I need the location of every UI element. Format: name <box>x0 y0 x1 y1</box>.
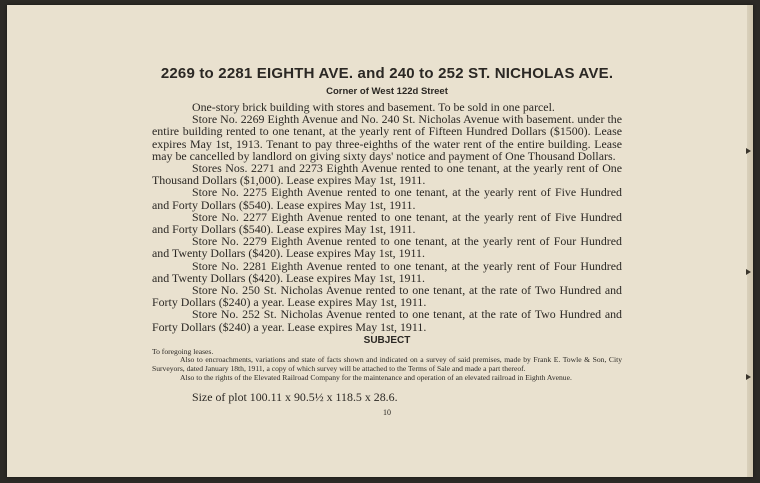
binding-mark <box>746 269 751 275</box>
paragraph: Store No. 2275 Eighth Avenue rented to one tenant, at the yearly rent of Five Hundred and Forty Dollars ($540). Lease expires May 1st, 1911. <box>152 185 622 212</box>
page-content <box>152 65 622 417</box>
paragraph: Store No. 250 St. Nicholas Avenue rented to one tenant, at the rate of Two Hundred and Forty Dollars ($240) a year. Lease expires May 1st, 1911. <box>152 283 622 310</box>
page-subtitle: Corner of West 122d Street <box>326 86 448 97</box>
paragraph: Store No. 2277 Eighth Avenue rented to one tenant, at the yearly rent of Five Hundred and Forty Dollars ($540). Lease expires May 1st, 1911. <box>152 209 622 237</box>
page-edge <box>747 5 753 477</box>
subject-heading: SUBJECT <box>363 334 411 346</box>
page-number: 10 <box>383 408 391 418</box>
page-title: 2269 to 2281 EIGHTH AVE. and 240 to 252 ST. NICHOLAS AVE. <box>160 65 614 82</box>
paragraph: Store No. 2269 Eighth Avenue and No. 240 St. Nicholas Avenue with basement. under the entire building rented to one tenant, at the yearly rent of Fifteen Hundred Dollars ($1500). Lease expires May 1st, 1913. Tenant to pay three-eighths of the water rent of the entire building. Lease may be cancelled by landlord on giving sixty days' notice and payment of One Thousand Dollars. <box>152 112 622 163</box>
fine-print-line: Also to encroachments, variations and state of facts shown and indicated on a survey of said premises, made by Frank E. Towle & Son, City Surveyors, dated January 18th, 1911, a copy of which survey will be attached to the Terms of Sale and made a part thereof. <box>152 355 622 374</box>
fine-print-line: Also to the rights of the Elevated Railroad Company for the maintenance and operation of an elevated railroad in Eighth Avenue. <box>180 372 572 382</box>
lease-descriptions <box>152 101 622 333</box>
paragraph: Store No. 2281 Eighth Avenue rented to one tenant, at the yearly rent of Four Hundred and Twenty Dollars ($420). Lease expires May 1st, 1911. <box>152 258 622 285</box>
paragraph: Stores Nos. 2271 and 2273 Eighth Avenue rented to one tenant, at the yearly rent of One Thousand Dollars ($1,000). Lease expires May 1st, 1911. <box>152 161 622 188</box>
binding-mark <box>746 148 751 154</box>
fine-print-line: To foregoing leases. <box>152 346 214 356</box>
paragraph: One-story brick building with stores and basement. To be sold in one parcel. <box>192 100 555 114</box>
subject-fine-print <box>152 348 622 382</box>
binding-mark <box>746 374 751 380</box>
paragraph: Store No. 2279 Eighth Avenue rented to one tenant, at the yearly rent of Four Hundred and Twenty Dollars ($420). Lease expires May 1st, 1911. <box>152 234 622 261</box>
document-page <box>7 5 753 477</box>
plot-size: Size of plot 100.11 x 90.5½ x 118.5 x 28.6. <box>192 390 398 405</box>
paragraph: Store No. 252 St. Nicholas Avenue rented to one tenant, at the rate of Two Hundred and Forty Dollars ($240) a year. Lease expires May 1st, 1911. <box>152 307 622 334</box>
